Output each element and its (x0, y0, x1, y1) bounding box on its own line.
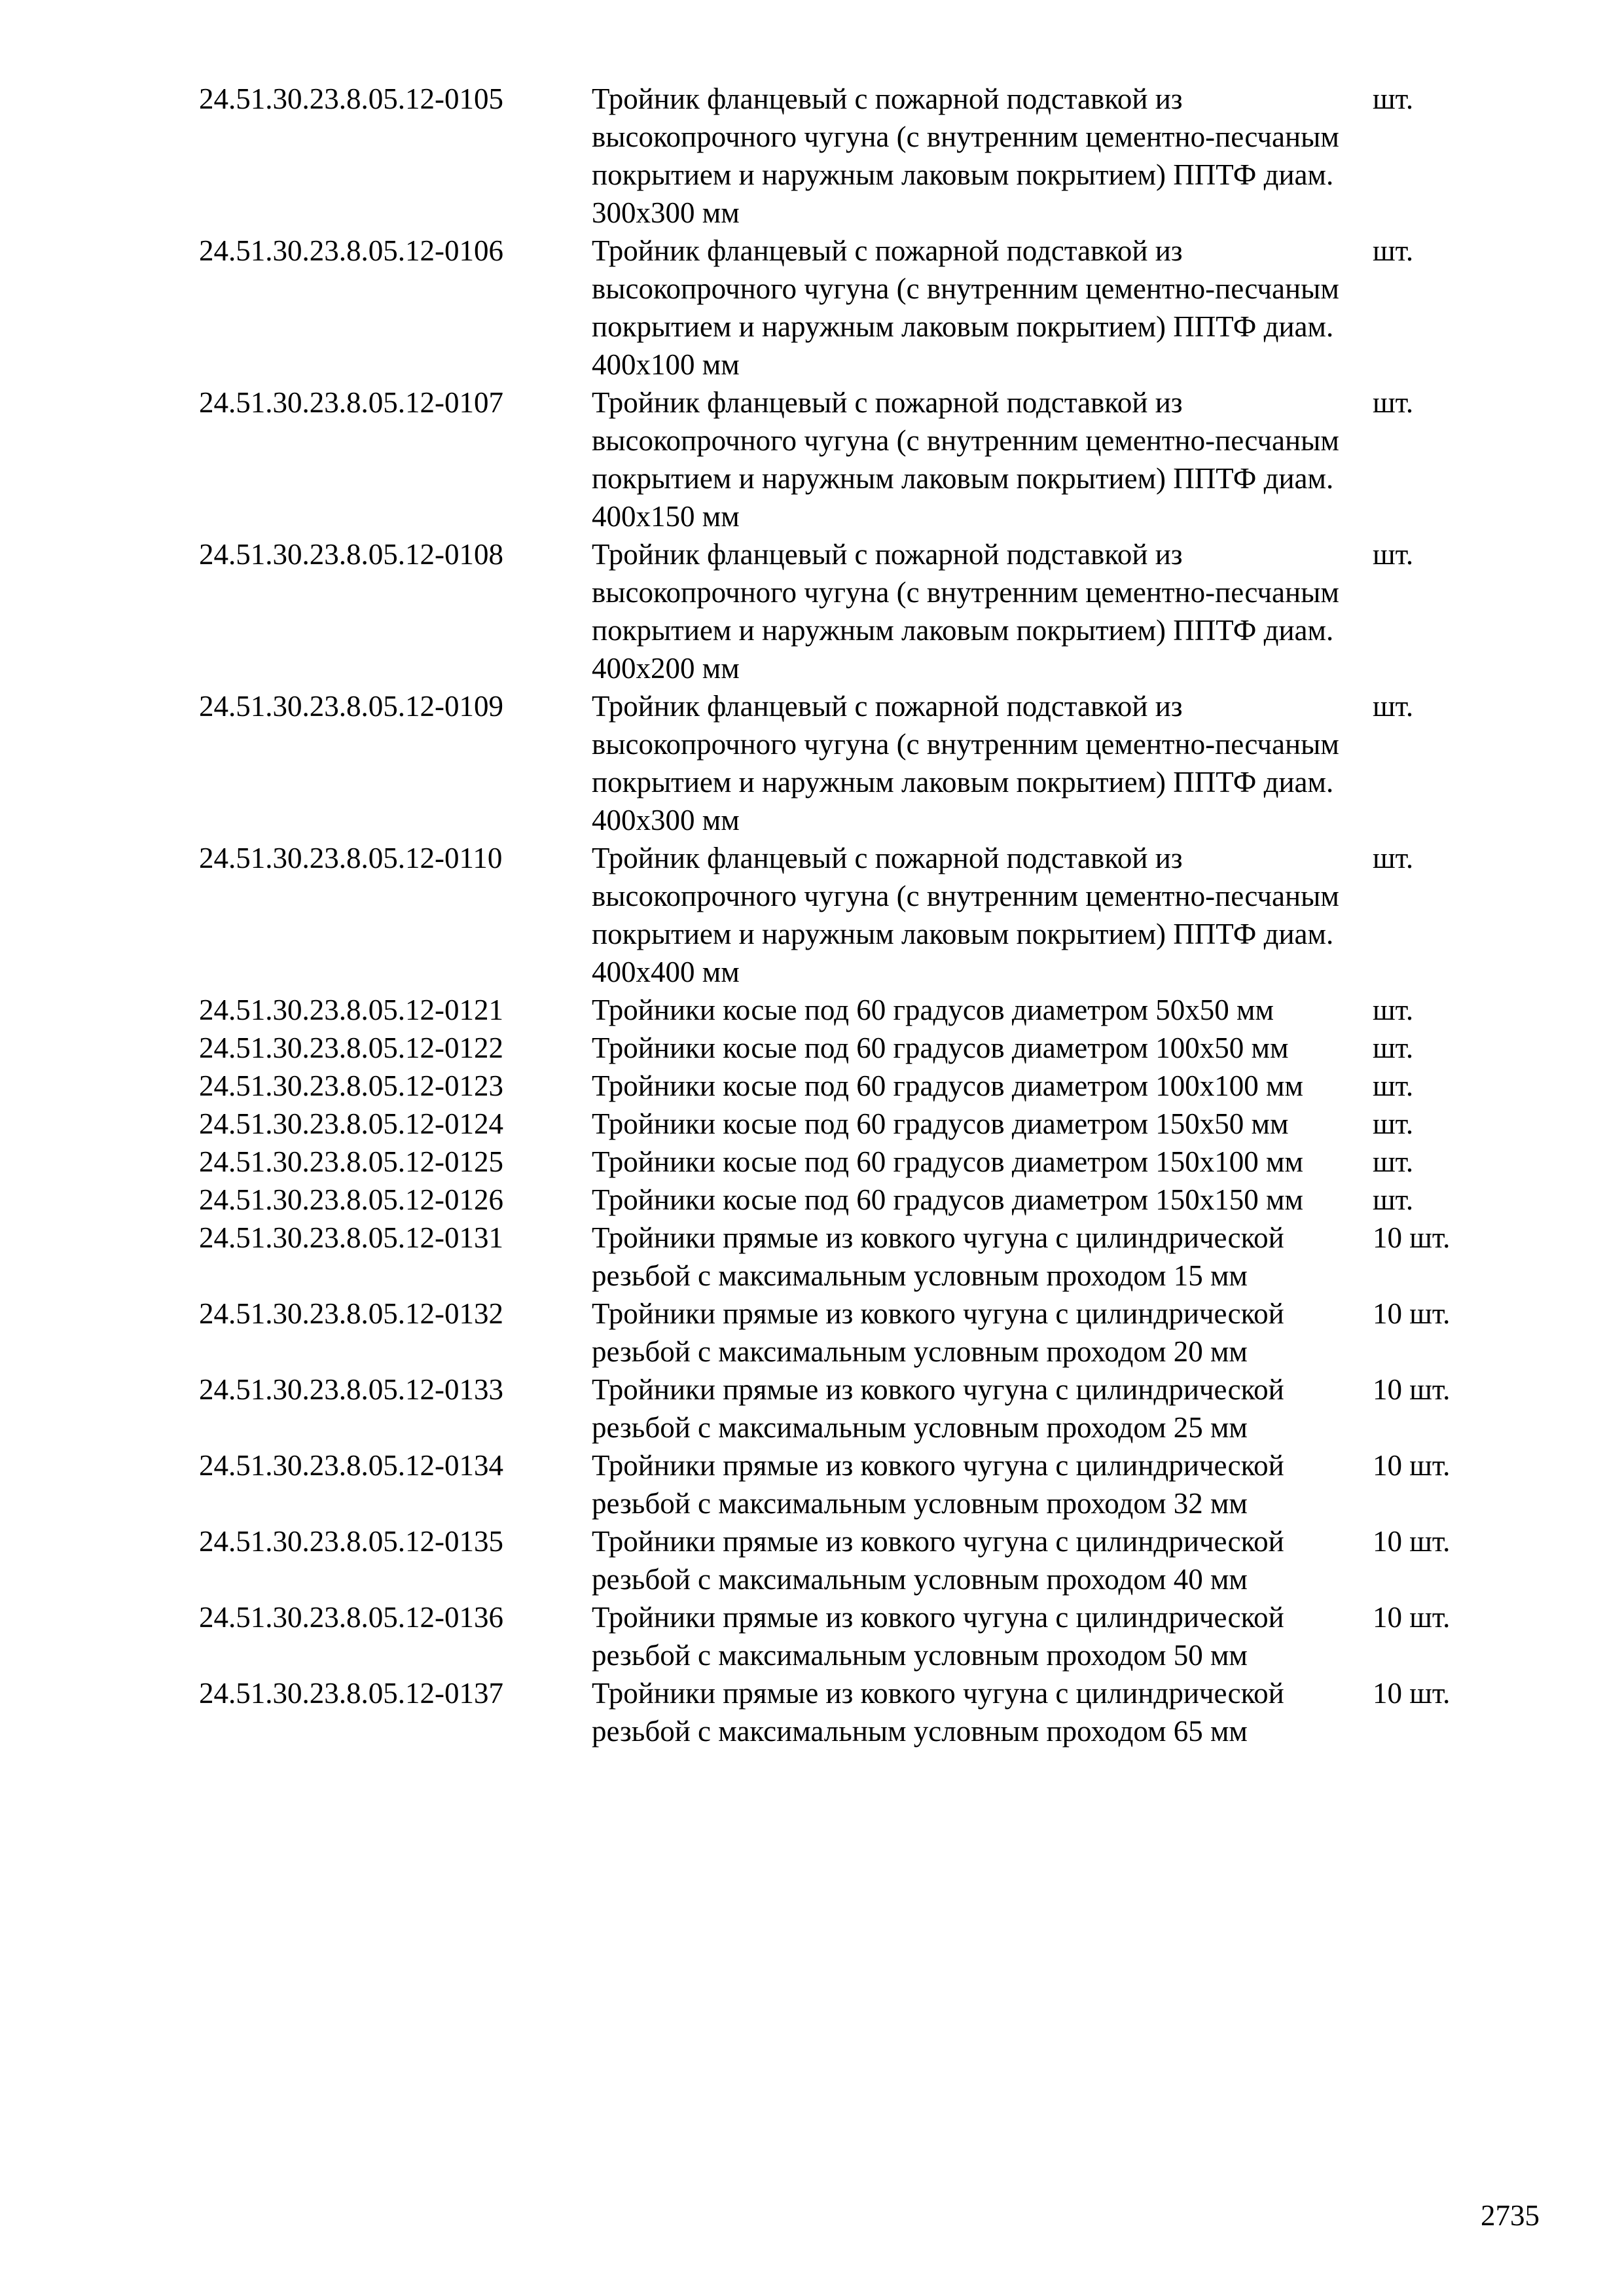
price-list-table (199, 80, 1482, 1750)
item-name: Тройники прямые из ковкого чугуна с цилиндрической резьбой с максимальным условным проходом 65 мм (592, 1677, 1284, 1748)
item-code: 24.51.30.23.8.05.12-0110 (199, 842, 503, 874)
item-unit: шт. (1373, 538, 1414, 571)
table-row (199, 80, 1482, 232)
item-code: 24.51.30.23.8.05.12-0136 (199, 1601, 503, 1634)
table-row (199, 687, 1482, 839)
table-row (199, 1105, 1482, 1143)
table-row (199, 991, 1482, 1029)
item-unit: шт. (1373, 1031, 1414, 1064)
item-name: Тройники прямые из ковкого чугуна с цилиндрической резьбой с максимальным условным проходом 50 мм (592, 1601, 1284, 1672)
page-number: 2735 (1481, 2199, 1540, 2232)
table-row (199, 1029, 1482, 1067)
item-name: Тройник фланцевый с пожарной подставкой из высокопрочного чугуна (с внутренним цементно-песчаным покрытием и наружным лаковым покрытием) ППТФ диам. 400х100 мм (592, 234, 1339, 381)
item-code: 24.51.30.23.8.05.12-0124 (199, 1107, 503, 1140)
item-code: 24.51.30.23.8.05.12-0109 (199, 690, 503, 723)
table-row (199, 1067, 1482, 1105)
table-row (199, 1371, 1482, 1446)
item-unit: 10 шт. (1373, 1221, 1451, 1254)
table-row (199, 1143, 1482, 1181)
item-code: 24.51.30.23.8.05.12-0122 (199, 1031, 503, 1064)
table-row (199, 232, 1482, 384)
table-row (199, 384, 1482, 535)
item-unit: 10 шт. (1373, 1677, 1451, 1710)
item-code: 24.51.30.23.8.05.12-0121 (199, 994, 503, 1026)
item-name: Тройник фланцевый с пожарной подставкой из высокопрочного чугуна (с внутренним цементно-песчаным покрытием и наружным лаковым покрытием) ППТФ диам. 400х400 мм (592, 842, 1339, 988)
item-code: 24.51.30.23.8.05.12-0126 (199, 1183, 503, 1216)
item-code: 24.51.30.23.8.05.12-0135 (199, 1525, 503, 1558)
item-unit: шт. (1373, 842, 1414, 874)
item-code: 24.51.30.23.8.05.12-0106 (199, 234, 503, 267)
item-code: 24.51.30.23.8.05.12-0125 (199, 1145, 503, 1178)
item-code: 24.51.30.23.8.05.12-0108 (199, 538, 503, 571)
item-name: Тройники прямые из ковкого чугуна с цилиндрической резьбой с максимальным условным проходом 32 мм (592, 1449, 1284, 1520)
table-row (199, 839, 1482, 991)
item-unit: шт. (1373, 690, 1414, 723)
item-code: 24.51.30.23.8.05.12-0133 (199, 1373, 503, 1406)
item-name: Тройники прямые из ковкого чугуна с цилиндрической резьбой с максимальным условным проходом 15 мм (592, 1221, 1284, 1292)
item-unit: 10 шт. (1373, 1297, 1451, 1330)
item-name: Тройник фланцевый с пожарной подставкой из высокопрочного чугуна (с внутренним цементно-песчаным покрытием и наружным лаковым покрытием) ППТФ диам. 400х300 мм (592, 690, 1339, 836)
item-unit: шт. (1373, 994, 1414, 1026)
item-unit: шт. (1373, 234, 1414, 267)
item-name: Тройник фланцевый с пожарной подставкой из высокопрочного чугуна (с внутренним цементно-песчаным покрытием и наружным лаковым покрытием) ППТФ диам. 400х200 мм (592, 538, 1339, 685)
item-name: Тройники прямые из ковкого чугуна с цилиндрической резьбой с максимальным условным проходом 20 мм (592, 1297, 1284, 1368)
item-unit: шт. (1373, 82, 1414, 115)
item-name: Тройники прямые из ковкого чугуна с цилиндрической резьбой с максимальным условным проходом 25 мм (592, 1373, 1284, 1444)
item-unit: шт. (1373, 1183, 1414, 1216)
item-name: Тройник фланцевый с пожарной подставкой из высокопрочного чугуна (с внутренним цементно-песчаным покрытием и наружным лаковым покрытием) ППТФ диам. 300х300 мм (592, 82, 1339, 229)
item-name: Тройники косые под 60 градусов диаметром 100х50 мм (592, 1031, 1289, 1064)
item-unit: 10 шт. (1373, 1449, 1451, 1482)
item-unit: шт. (1373, 1069, 1414, 1102)
table-row (199, 1674, 1482, 1750)
item-name: Тройники прямые из ковкого чугуна с цилиндрической резьбой с максимальным условным проходом 40 мм (592, 1525, 1284, 1596)
table-row (199, 1219, 1482, 1295)
table-row (199, 1446, 1482, 1522)
item-name: Тройники косые под 60 градусов диаметром 50х50 мм (592, 994, 1274, 1026)
table-row (199, 1295, 1482, 1371)
item-name: Тройники косые под 60 градусов диаметром 150х100 мм (592, 1145, 1304, 1178)
item-code: 24.51.30.23.8.05.12-0107 (199, 386, 503, 419)
item-unit: шт. (1373, 386, 1414, 419)
item-code: 24.51.30.23.8.05.12-0105 (199, 82, 503, 115)
item-unit: 10 шт. (1373, 1601, 1451, 1634)
table-body (199, 80, 1482, 1750)
table-row (199, 1181, 1482, 1219)
item-name: Тройники косые под 60 градусов диаметром 150х50 мм (592, 1107, 1289, 1140)
item-name: Тройники косые под 60 градусов диаметром 150х150 мм (592, 1183, 1304, 1216)
table-row (199, 535, 1482, 687)
item-code: 24.51.30.23.8.05.12-0123 (199, 1069, 503, 1102)
item-name: Тройник фланцевый с пожарной подставкой из высокопрочного чугуна (с внутренним цементно-песчаным покрытием и наружным лаковым покрытием) ППТФ диам. 400х150 мм (592, 386, 1339, 533)
item-unit: 10 шт. (1373, 1373, 1451, 1406)
item-code: 24.51.30.23.8.05.12-0137 (199, 1677, 503, 1710)
item-unit: шт. (1373, 1145, 1414, 1178)
table-row (199, 1598, 1482, 1674)
item-code: 24.51.30.23.8.05.12-0132 (199, 1297, 503, 1330)
table-row (199, 1522, 1482, 1598)
item-name: Тройники косые под 60 градусов диаметром 100х100 мм (592, 1069, 1304, 1102)
item-code: 24.51.30.23.8.05.12-0134 (199, 1449, 503, 1482)
item-unit: 10 шт. (1373, 1525, 1451, 1558)
item-unit: шт. (1373, 1107, 1414, 1140)
item-code: 24.51.30.23.8.05.12-0131 (199, 1221, 503, 1254)
